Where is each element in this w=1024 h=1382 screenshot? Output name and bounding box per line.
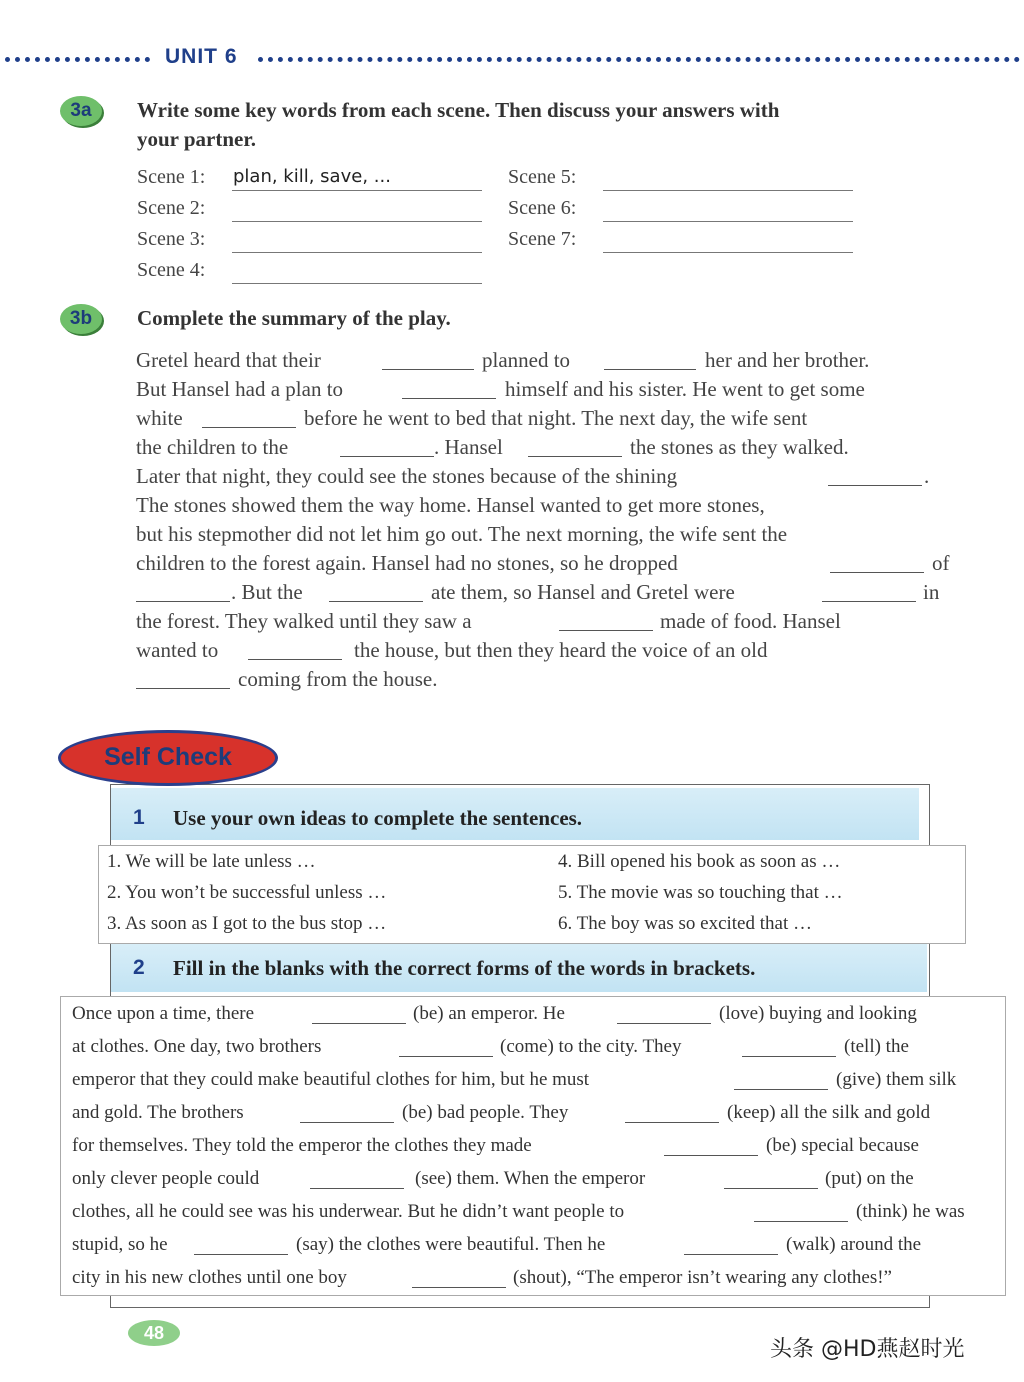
summary-text: but his stepmother did not let him go out. The next morning, the wife sent the (136, 522, 788, 546)
summary-text: Later that night, they could see the stones because of the shining (136, 464, 678, 488)
blank[interactable] (194, 1254, 288, 1255)
summary-text: himself and his sister. He went to get some (505, 377, 865, 401)
instruction-3a-line2: your partner. (137, 127, 257, 151)
story-text: only clever people could (72, 1168, 260, 1189)
blank[interactable] (136, 601, 230, 602)
story-text: (put) on the (825, 1168, 914, 1189)
scene-label: Scene 1: (137, 166, 206, 188)
story-line (72, 1096, 997, 1129)
scene-answer-line[interactable] (232, 221, 482, 222)
blank[interactable] (136, 688, 230, 689)
scene-answer-line[interactable] (603, 221, 853, 222)
watermark: 头条 @HD燕赵时光 (770, 1337, 965, 1362)
self-check-badge (58, 730, 278, 786)
blank[interactable] (830, 572, 924, 573)
scene-label: Scene 7: (508, 228, 577, 250)
story-text: (see) them. When the emperor (415, 1168, 646, 1189)
blank[interactable] (822, 601, 916, 602)
sentence-item: 3. As soon as I got to the bus stop … (107, 913, 387, 934)
self-check-title: Self Check (104, 743, 232, 771)
story-text: emperor that they could make beautiful clothes for him, but he must (72, 1069, 590, 1090)
summary-line (136, 433, 971, 462)
story-text: Once upon a time, there (72, 1003, 255, 1024)
blank[interactable] (340, 456, 434, 457)
summary-text: wanted to (136, 638, 219, 662)
blank[interactable] (617, 1023, 711, 1024)
scene-label: Scene 6: (508, 197, 577, 219)
summary-text: planned to (482, 348, 571, 372)
blank[interactable] (300, 1122, 394, 1123)
header-dots-right (258, 57, 1020, 62)
sentence-item: 4. Bill opened his book as soon as … (558, 851, 841, 872)
blank[interactable] (312, 1023, 406, 1024)
blank[interactable] (664, 1155, 758, 1156)
blank[interactable] (559, 630, 653, 631)
blank[interactable] (625, 1122, 719, 1123)
story-text: city in his new clothes until one boy (72, 1267, 347, 1288)
story-line (72, 1030, 997, 1063)
story-text: for themselves. They told the emperor the clothes they made (72, 1135, 532, 1156)
summary-line (136, 462, 971, 491)
blank[interactable] (604, 369, 696, 370)
sentence-item: 5. The movie was so touching that … (558, 882, 843, 903)
story-text: (love) buying and looking (719, 1003, 917, 1024)
blank[interactable] (742, 1056, 836, 1057)
summary-text: the house, but then they heard the voice of an old (354, 638, 768, 662)
unit-title: UNIT 6 (165, 45, 238, 68)
story-text: (think) he was (856, 1201, 965, 1222)
summary-line (136, 375, 971, 404)
instruction-3a-line1: Write some key words from each scene. Then discuss your answers with (137, 98, 780, 122)
summary-text: white (136, 406, 183, 430)
summary-line (136, 346, 971, 375)
scene-answer-line (232, 190, 482, 191)
story-line (72, 1195, 997, 1228)
scene-label: Scene 2: (137, 197, 206, 219)
blank[interactable] (684, 1254, 778, 1255)
scene-answer[interactable]: plan, kill, save, ... (233, 166, 391, 187)
story-text: (walk) around the (786, 1234, 922, 1255)
blank[interactable] (828, 485, 922, 486)
blank[interactable] (202, 427, 296, 428)
story-line (72, 1162, 997, 1195)
story-text: (come) to the city. They (500, 1036, 682, 1057)
part2-number: 2 (133, 956, 145, 979)
summary-text: Gretel heard that their (136, 348, 321, 372)
summary-text: . (924, 464, 930, 488)
summary-text: the stones as they walked. (630, 435, 849, 459)
story-text: (be) bad people. They (402, 1102, 569, 1123)
story-text: (shout), “The emperor isn’t wearing any clothes!” (513, 1267, 892, 1288)
blank[interactable] (329, 601, 423, 602)
story-text: (tell) the (844, 1036, 909, 1057)
instruction-3b: Complete the summary of the play. (137, 306, 451, 330)
part2-heading: Fill in the blanks with the correct forms of the words in brackets. (173, 956, 756, 980)
scene-answer-line[interactable] (603, 252, 853, 253)
sentence-item: 6. The boy was so excited that … (558, 913, 812, 934)
summary-line (136, 520, 971, 549)
story-text: (be) special because (766, 1135, 919, 1156)
story-line (72, 1228, 997, 1261)
page-number: 48 (128, 1320, 180, 1346)
sentence-item: 1. We will be late unless … (107, 851, 316, 872)
part1-number: 1 (133, 806, 145, 829)
summary-text: ate them, so Hansel and Gretel were (431, 580, 735, 604)
story-line (72, 1261, 997, 1294)
story-text: (say) the clothes were beautiful. Then he (296, 1234, 606, 1255)
summary-text: The stones showed them the way home. Hansel wanted to get more stones, (136, 493, 765, 517)
header-dots-left (5, 57, 150, 62)
summary-line (136, 491, 971, 520)
story-paragraph (72, 997, 997, 1294)
story-text: clothes, all he could see was his underwear. But he didn’t want people to (72, 1201, 625, 1222)
summary-text: her and her brother. (705, 348, 870, 372)
summary-line (136, 636, 971, 665)
summary-text: in (923, 580, 940, 604)
summary-line (136, 578, 971, 607)
summary-text: made of food. Hansel (660, 609, 841, 633)
badge-3a: 3a (60, 96, 102, 126)
summary-text: the forest. They walked until they saw a (136, 609, 472, 633)
scene-answer-line[interactable] (232, 252, 482, 253)
blank[interactable] (382, 369, 474, 370)
summary-line (136, 404, 971, 433)
scene-answer-line[interactable] (603, 190, 853, 191)
story-text: (keep) all the silk and gold (727, 1102, 931, 1123)
summary-text: children to the forest again. Hansel had no stones, so he dropped (136, 551, 678, 575)
scene-label: Scene 5: (508, 166, 577, 188)
story-text: (be) an emperor. He (413, 1003, 565, 1024)
blank[interactable] (724, 1188, 818, 1189)
story-text: at clothes. One day, two brothers (72, 1036, 322, 1057)
sentence-item: 2. You won’t be successful unless … (107, 882, 387, 903)
blank[interactable] (734, 1089, 828, 1090)
summary-text: of (932, 551, 950, 575)
blank[interactable] (754, 1221, 848, 1222)
blank[interactable] (412, 1287, 506, 1288)
story-line (72, 1129, 997, 1162)
summary-text: But Hansel had a plan to (136, 377, 344, 401)
summary-text: the children to the (136, 435, 289, 459)
summary-line (136, 549, 971, 578)
story-line (72, 997, 997, 1030)
scene-label: Scene 3: (137, 228, 206, 250)
story-text: (give) them silk (836, 1069, 957, 1090)
blank[interactable] (310, 1188, 404, 1189)
scene-answer-line[interactable] (232, 283, 482, 284)
blank[interactable] (399, 1056, 493, 1057)
summary-paragraph (136, 346, 971, 694)
summary-text: . Hansel (434, 435, 503, 459)
story-text: and gold. The brothers (72, 1102, 244, 1123)
scene-label: Scene 4: (137, 259, 206, 281)
part1-heading: Use your own ideas to complete the sentences. (173, 806, 583, 830)
story-text: stupid, so he (72, 1234, 168, 1255)
story-line (72, 1063, 997, 1096)
blank[interactable] (402, 398, 496, 399)
blank[interactable] (248, 659, 342, 660)
summary-line (136, 665, 971, 694)
summary-text: before he went to bed that night. The next day, the wife sent (304, 406, 808, 430)
badge-3b: 3b (60, 304, 102, 334)
summary-text: . But the (231, 580, 303, 604)
blank[interactable] (528, 456, 622, 457)
summary-text: coming from the house. (238, 667, 438, 691)
summary-line (136, 607, 971, 636)
